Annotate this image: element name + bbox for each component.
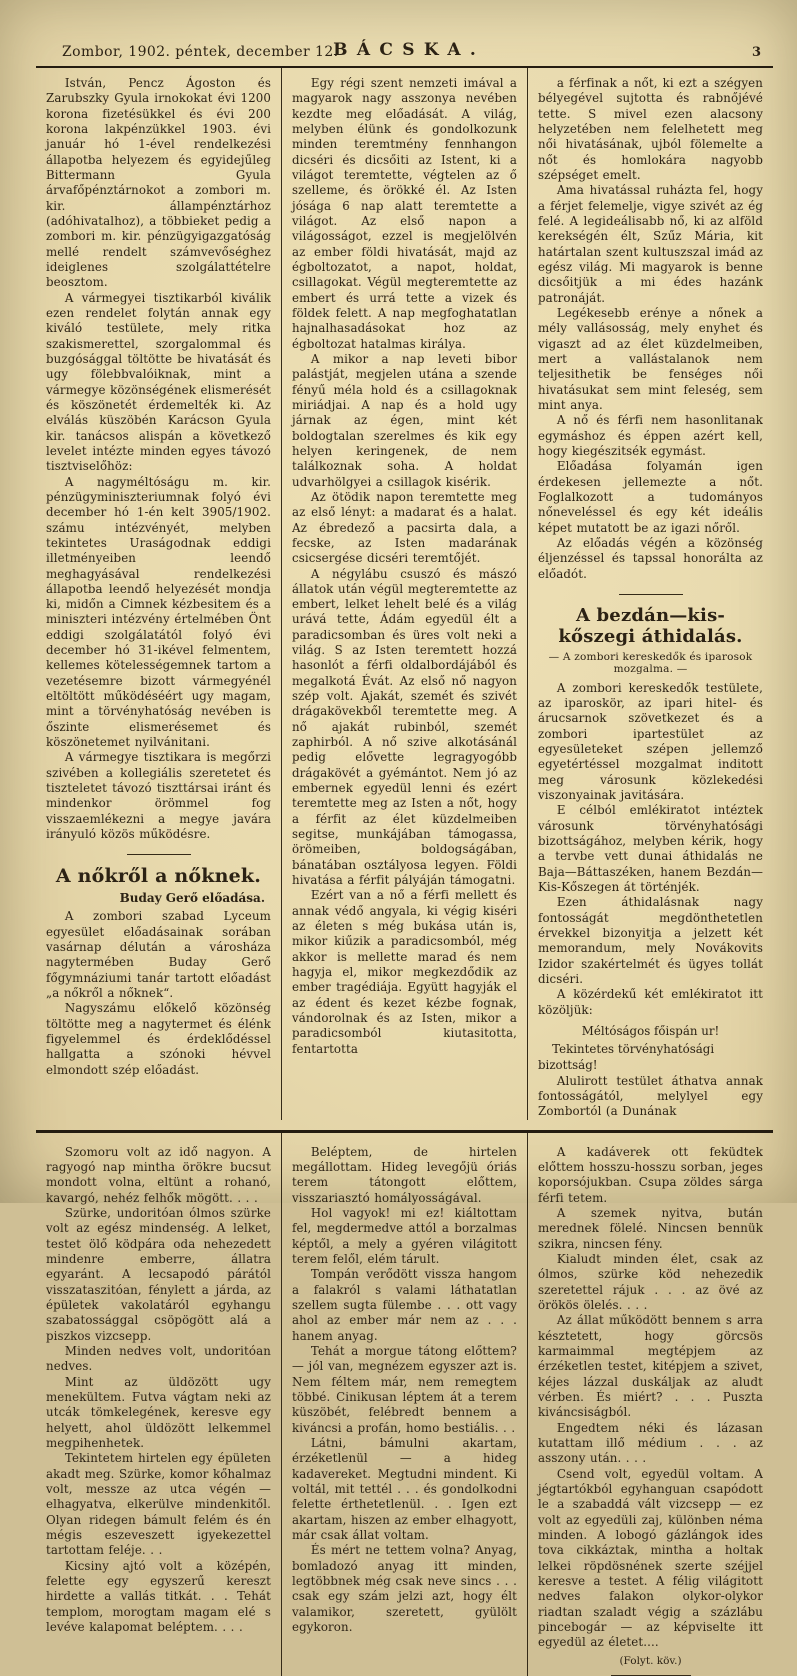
end-divider xyxy=(611,1675,691,1676)
address-line-bizottsag: Tekintetes törvényhatósági bizottság! xyxy=(538,1041,715,1072)
feuilleton-column-3 xyxy=(527,1133,773,1676)
paragraph: Tompán verődött vissza hangom a falakról s valami láthatatlan szellem sugta fülembe . . . ott vagy ahol az ember már nem az . . . hanem anyag. xyxy=(292,1267,517,1343)
paragraph: A szemek nyitva, bután merednek fölelé. Nincsen bennük szikra, nincsen fény. xyxy=(538,1206,763,1251)
feuilleton-paragraphs-1 xyxy=(46,1145,271,1636)
address-line-foispan: Méltóságos főispán ur! xyxy=(581,1024,720,1039)
paragraph: A zombori kereskedők testülete, az iparoskör, az ipari hitel- és árucsarnok szövetkezet és a zombori ipartestület az egyesületeket szépen jellemző egyetértéssel mozgalmat inditott meg városunk közlekedési viszonyainak javitására. xyxy=(538,680,763,803)
section-divider xyxy=(127,854,191,855)
continuation-note: (Folyt. köv.) xyxy=(619,1654,682,1667)
paragraph: Az ötödik napon teremtette meg az első lényt: a madarat és a halat. Az ébredező a pacsirta dala, a fecske, az Isten madarának csicsergése dicséri teremtőjét. xyxy=(292,489,517,566)
masthead-title: BÁCSKA. xyxy=(333,40,486,60)
paragraph: E célból emlékiratot intéztek városunk törvényhatósági bizottságához, melyben kérik, hogy a tervbe vett dunai áthidalás ne Baja—Báttaszéken, hanem Bezdán—Kis-Kőszegen át történjék. xyxy=(538,803,763,895)
paragraph: A kadáverek ott feküdtek előttem hosszu-hosszu sorban, jeges koporsójukban. Csupa zöldes sárga férfi tetem. xyxy=(538,1144,763,1205)
lecture-paragraphs xyxy=(292,76,517,1057)
paragraph: A négylábu csuszó és mászó állatok után végül megteremtette az embert, lelket lehelt belé és a világ urává tette, Ádám egyedül élt a paradicsomban és üres volt neki a világ. S az Isten teremtett hozzá hasonlót a férfi oldalbordájából és megalkotá Évát. Az első nő nagyon szép volt. Ajakát, szemét és szivét drágakövekből teremtette meg. A nő ajakát rubinból, szemét zaphirból. A nő szive alkotásánál pedig elővette legragyogóbb drágakövét a gyémántot. Nem jó az embernek egyedül lenni és ezért teremtette meg az Isten a nőt, hogy a férfit az élet küzdelmeiben segitse, munkájában támogassa, örömeiben, boldogságában, bánatában osztályosa legyen. Földi hivatása a férfit pályáján támogatni. xyxy=(292,566,517,888)
paragraph: Előadása folyamán igen érdekesen jellemezte a nőt. Foglalkozott a tudományos nőneveléssel és egy két ideális képet mutatott be az igazi nőről. xyxy=(538,459,763,535)
paragraph: Egy régi szent nemzeti imával a magyarok nagy asszonya nevében kezdte meg előadását. A világ, melyben élünk és gondolkozunk minden teremtmény fennhangon dicséri és dicsőiti az Istent, ki a világot teremtette, végtelen az ő szelleme, és örökké él. Az Isten jósága 6 nap alatt teremtette a világot. Az első napon a világosságot, ezzel is megjelölvén az ember földi hivatását, majd az égboltozatot, a napot, holdat, csillagokat. Végül megteremtette az embert és urrá tette a vizek és földek felett. A nap megfoghatatlan hajnalhasadásokat hoz az égboltozat hatalmas királya. xyxy=(292,76,517,351)
article-byline: Buday Gerő előadása. xyxy=(119,891,265,906)
paragraph: Minden nedves volt, undoritóan nedves. xyxy=(46,1344,271,1374)
paragraph: Nagyszámu előkelő közönség töltötte meg a nagytermet és élénk figyelemmel és érdeklődéssel hallgatta a szónoki hévvel elmondott szép előadást. xyxy=(46,1001,271,1077)
paragraph: Hol vagyok! mi ez! kiáltottam fel, megdermedve attól a borzalmas képtől, a mely a gyéren világitott terem felől, elém tárult. xyxy=(292,1206,517,1267)
paragraph: Szomoru volt az idő nagyon. A ragyogó nap mintha örökre bucsut mondott volna, eltünt a rohanó, kavargó, nehéz felhők mögött. . . . xyxy=(46,1144,271,1205)
paragraph: a férfinak a nőt, ki ezt a szégyen bélyegével sujtotta és rabnőjévé tette. S mivel ezen alacsony helyzetében nem felelhetett meg női hivatásának, ujból fölemelte a nőt és homlokára nagyobb szépséget emelt. xyxy=(538,76,763,182)
feuilleton-column-2 xyxy=(281,1133,527,1676)
paragraph: A közérdekű két emlékiratot itt közöljük: xyxy=(538,987,763,1017)
column-2 xyxy=(281,68,527,1120)
paragraph: Engedtem néki és lázasan kutattam illő médium . . . az asszony után. . . . xyxy=(538,1420,763,1466)
dateline: Zombor, 1902. péntek, december 12. xyxy=(62,44,339,60)
paragraph: Tehát a morgue tátong előttem? — jól van, megnézem egyszer azt is. Nem féltem már, nem remegtem többé. Cinikusan léptem át a terem küszöbét, felébredt bennem a kiváncsi a profán, homo bestiális. . . xyxy=(292,1344,517,1435)
paragraph: Mint az üldözött ugy menekültem. Futva vágtam neki az utcák tömkelegének, keresve egy helyett, ahol üldözött lelkemmel megpihenhetek. xyxy=(46,1374,271,1451)
paragraph: Kialudt minden élet, csak az ólmos, szürke köd nehezedik szeretettel rájuk . . . az övé az örökös ölelés. . . . xyxy=(538,1252,763,1313)
paragraph: A nő és férfi nem hasonlitanak egymáshoz és éppen azért kell, hogy kiegészitsék egymást. xyxy=(538,413,763,458)
paragraph: Kicsiny ajtó volt a középén, felette egy egyszerű kereszt hirdette a vallás titkát. . . Tehát templom, morogtam magam elé s levéve kalapomat beléptem. . . . xyxy=(46,1558,271,1634)
page-number: 3 xyxy=(751,45,761,60)
paragraph: Ezen áthidalásnak nagy fontosságát megdönthetetlen érvekkel bizonyitja a jelzett két memorandum, mely Novákovits Izidor szakértelmét és ügyes tollát dicséri. xyxy=(538,895,763,987)
paragraph: Az előadás végén a közönség éljenzéssel és tapssal honorálta az előadót. xyxy=(538,535,763,581)
article-title-nokrol: A nőkről a nőknek. xyxy=(55,865,262,888)
section-divider xyxy=(619,594,683,595)
paragraph: István, Pencz Ágoston és Zarubszky Gyula irnokokat évi 1200 korona fizetésükkel és évi 200 korona lakpénzükkel 1903. évi január hó 1-ével rendelkezési állapotba helyezem és egyidejűleg Bittermann Gyula árvafőpénztárnokot a zombori m. kir. állampénztárhoz (adóhivatalhoz), a többieket pedig a zombori m. kir. pénzügyigazgatóság mellé rendelt számvevőséghez ideiglenes szolgálattételre beosztom. xyxy=(46,76,271,290)
nokrol-paragraphs xyxy=(46,909,271,1078)
article-title-bezdan: A bezdán—kis-kőszegi áthidalás. xyxy=(558,604,743,647)
feuilleton-paragraphs-3 xyxy=(538,1145,763,1651)
paragraph: Tekintetem hirtelen egy épületen akadt meg. Szürke, komor kőhalmaz volt, messze az utca végén — elhagyatva, elkerülve mindenkitől. Olyan ridegen bámult felém és én mégis eszeveszett igyekezettel tartottam feléje. . . xyxy=(46,1451,271,1558)
paragraph: A mikor a nap leveti bibor palástját, megjelen utána a szende fényű méla hold és a csillagoknak miriádjai. A nap és a hold ugy járnak az égen, mint két boldogtalan szerelmes és kik egy helyen keringenek, de nem találkoznak soha. A holdat udvarhölgyei a csillagok kisérik. xyxy=(292,351,517,489)
paragraph: Ama hivatással ruházta fel, hogy a férjet felemelje, vigye szivét az ég felé. A legideálisabb nő, ki az alföld kerekségén élt, Szűz Mária, kit határtalan szent kultuszszal imád az egész világ. Mi magyarok is benne dicsőitjük a mi édes hazánk patronáját. xyxy=(538,183,763,305)
article-subtitle: — A zombori kereskedők és iparosok mozgalma. — xyxy=(548,650,753,675)
paragraph: Csend volt, egyedül voltam. A jégtartókból egyhanguan csapódott le a szabaddá vált vizcsepp — ez volt az egyedüli zaj, különben néma minden. A lobogó gázlángok ides tova cikkáztak, mintha a holtak lelkei röpdösnének szerte széjjel keresve a testet. A félig világitott nedves falakon olykor-olykor riadtan szaladt végig a százlábu pincebogár — az képviselte itt egyedül az életet.... xyxy=(538,1466,763,1650)
paragraph: Alulirott testület áthatva annak fontosságától, melylyel egy Zombortól (a Dunának xyxy=(538,1073,763,1119)
paragraph: Beléptem, de hirtelen megállottam. Hideg levegőjü óriás terem tátongott előttem, visszariasztó homályosságával. xyxy=(292,1144,517,1205)
paragraph: A zombori szabad Lyceum egyesület előadásainak sorában vasárnap délután a városháza nagytermében Buday Gerő főgymnáziumi tanár tartott előadást „a nőkről a nőknek“. xyxy=(46,909,271,1001)
column-1 xyxy=(36,68,281,1120)
column-3 xyxy=(527,68,773,1120)
paragraph: A vármegyei tisztikarból kiválik ezen rendelet folytán annak egy kiváló testülete, mely ritka szakismerettel, szorgalommal és buzgósággal töltötte be hivatását és ugy fölebbvalóiknak, mint a vármegye közönségének elismerését és köszönetét érdemelték ki. Az elválás küszöbén Karácson Gyula kir. tanácsos alispán a következő levelet intézte minden egyes távozó tisztviselőhöz: xyxy=(46,290,271,474)
paragraph: Az állat működött bennem s arra késztetett, hogy görcsös karmaimmal megtépjem az érzéketlen testet, kitépjem a szivet, kéjes lázzal duskáljak az aludt vérben. És miért? . . . Puszta kiváncsiságból. xyxy=(538,1313,763,1420)
page-header xyxy=(36,26,773,60)
paragraph: És mért ne tettem volna? Anyag, bomladozó anyag itt minden, legtöbbnek még csak neve sincs . . . csak egy szám jelzi azt, hogy élt valamikor, szeretett, gyülölt egykoron. xyxy=(292,1543,517,1634)
top-section xyxy=(36,68,773,1120)
paragraph: A vármegye tisztikara is megőrzi szivében a kollegiális szeretetet és tiszteletet távozó tiszttársai iránt és mindenkor örömmel fog visszaemlékezni a megye javára irányuló közös működésre. xyxy=(46,750,271,842)
paragraph: Szürke, undoritóan ólmos szürke volt az egész mindenség. A lelket, testet ölő ködpára oda nehezedett mindenre emberre, állatra egyaránt. A lecsapodó párától visszataszitóan, fénylett a járda, az épületek vakolatáról egyhangu szabatossággal csöpögött alá a piszkos vizcsepp. xyxy=(46,1206,271,1343)
paragraph: A nagyméltóságu m. kir. pénzügyminiszteriumnak folyó évi december hó 1-én kelt 3905/1902. számu intézvényét, melyben tekintetes Uraságodnak eddigi illetményeiben leendő meghagyásával rendelkezési állapotba leendő helyezését mondja ki, midőn a Cimnek kézbesitem és a miniszteri intézvény értelmében Önt eddigi szolgálatától folyó évi december hó 31-ikével felmentem, kellemes kötelességemnek tartom a vezetésemre bizott vármegyénél eltöltött működéséért ugy magam, mint a törvényhatóság nevében is őszinte elismerésemet és köszönetemet nyilvánitani. xyxy=(46,474,271,750)
bezdan-paragraphs xyxy=(538,681,763,1018)
feuilleton-column-1 xyxy=(36,1133,281,1676)
paragraph: Látni, bámulni akartam, érzéketlenül — a hideg kadavereket. Megtudni mindent. Ki voltál, mit tettél . . . és gondolkodni felette érthetetlenül. . . Igen ezt akartam, hiszen az ember elhagyott, már csak állat voltam. xyxy=(292,1436,517,1542)
feuilleton-section xyxy=(36,1133,773,1676)
paragraph: Ezért van a nő a férfi mellett és annak védő angyala, ki végig kiséri az életen s még bukása után is, mikor kiűzik a paradicsomból, még akkor is mellette marad és nem hagyja el, mikor megkezdődik az ember tragédiája. Együtt hagyják el az édent és kezet kézbe fognak, vándorolnak és az Isten, mikor a paradicsomból kiutasitotta, fentartotta xyxy=(292,888,517,1056)
official-letter-paragraphs xyxy=(46,76,271,842)
feuilleton-paragraphs-2 xyxy=(292,1145,517,1636)
lecture-continued-paragraphs xyxy=(538,76,763,582)
paragraph: Legékesebb erénye a nőnek a mély vallásosság, mely enyhet és vigaszt ad az élet küzdelmeiben, mert a vallástalanok nem teljesithetik be fenséges női hivatásukat sem mint feleség, sem mint anya. xyxy=(538,305,763,412)
